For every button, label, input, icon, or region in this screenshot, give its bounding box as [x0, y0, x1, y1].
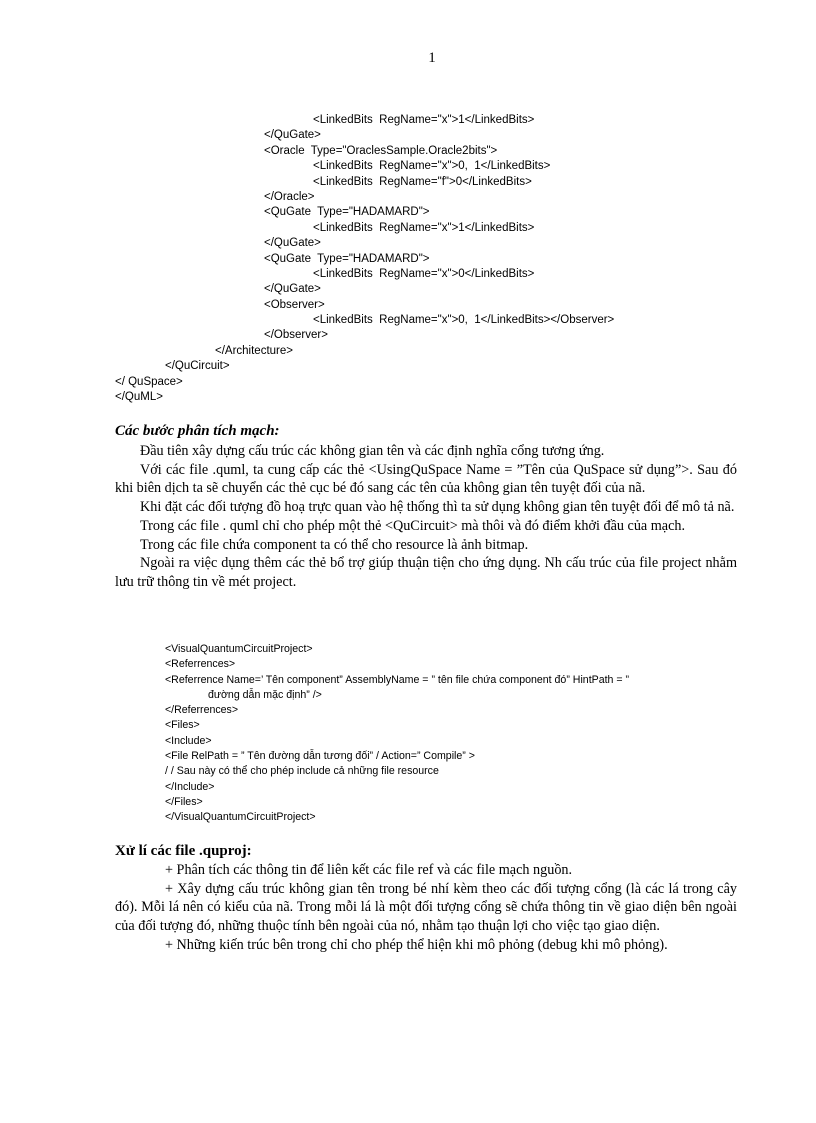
code-line: </Architecture>: [215, 344, 293, 357]
section-quproj-body: [115, 861, 737, 955]
paragraph: Khi đặt các đối tượng đồ hoạ trực quan vào hệ thống thì ta sử dụng không gian tên tuyệt đối để mô tả nã.: [140, 499, 735, 516]
code-line: <Observer>: [264, 298, 325, 311]
paragraph: + Phân tích các thông tin để liên kết các file ref và các file mạch nguồn.: [165, 862, 573, 878]
code-line: </Include>: [165, 780, 215, 793]
code-line: </QuML>: [115, 391, 163, 404]
code-line: <Oracle Type="OraclesSample.Oracle2bits">: [264, 144, 498, 157]
code-line: <Referrence Name=’ Tên component” AssemblyName = ” tên file chứa component đó” HintPath = ”: [165, 673, 630, 686]
paragraph: + Xây dựng cấu trúc không gian tên trong bé nhí kèm theo các đối tượng cổng (là các lá trong cây đó). Mỗi lá nên có kiểu của nã. Trong mỗi lá là một đối tượng cổng sẽ chứa thông tin về giao diện bên ngoài của đối tượng đó, những thuộc tính bên ngoài của nó, nhằm tạo thuận lợi cho việc tạo giao diện.: [115, 880, 737, 935]
code-line: <LinkedBits RegName="x">0</LinkedBits>: [313, 267, 535, 280]
code-line: </VisualQuantumCircuitProject>: [165, 811, 316, 824]
code-line: </QuCircuit>: [165, 360, 230, 373]
paragraph: Trong các file . quml chỉ cho phép một thẻ <QuCircuit> mà thôi và đó điểm khởi đầu của mạch.: [140, 517, 686, 534]
code-line: <LinkedBits RegName="x">1</LinkedBits>: [313, 221, 535, 234]
code-line: <Include>: [165, 734, 212, 747]
project-code-block: [165, 642, 745, 826]
paragraph: Với các file .quml, ta cung cấp các thẻ <UsingQuSpace Name = ”Tên của QuSpace sử dụng”>. Sau đó khi biên dịch ta sẽ chuyển các thẻ cục bé đó sang các tên của không gian tên tuyệt đối của nã.: [115, 461, 737, 497]
code-line: <VisualQuantumCircuitProject>: [165, 643, 313, 655]
code-line: đường dẫn mặc định” />: [208, 688, 322, 701]
code-line: </Oracle>: [264, 190, 315, 203]
xml-code-block: [0, 113, 614, 405]
code-line: <LinkedBits RegName="x">1</LinkedBits>: [313, 114, 535, 126]
code-line: <QuGate Type="HADAMARD">: [264, 252, 430, 265]
paragraph: + Những kiến trúc bên trong chỉ cho phép thể hiện khi mô phỏng (debug khi mô phỏng).: [165, 936, 668, 953]
code-line: <LinkedBits RegName="f">0</LinkedBits>: [313, 175, 532, 188]
code-line: </Observer>: [264, 329, 328, 342]
code-line: <Referrences>: [165, 658, 236, 671]
code-line: <QuGate Type="HADAMARD">: [264, 206, 430, 219]
code-line: </Referrences>: [165, 704, 239, 717]
code-line: <LinkedBits RegName="x">0, 1</LinkedBits></Observer>: [313, 314, 615, 327]
code-line: </QuGate>: [264, 129, 321, 142]
code-line: <File RelPath = ” Tên đường dẫn tương đối” / Action=” Compile” >: [165, 750, 475, 763]
code-line: </QuGate>: [264, 237, 321, 250]
code-line: </Files>: [165, 795, 203, 808]
code-line: / / Sau này có thể cho phép include cả những file resource: [165, 765, 439, 778]
paragraph: Trong các file chứa component ta có thể cho resource là ảnh bitmap.: [140, 536, 529, 553]
code-line: </QuGate>: [264, 283, 321, 296]
section-circuit-analysis-body: [115, 442, 737, 592]
section-title-quproj: Xử lí các file .quproj:: [115, 843, 252, 859]
paragraph: Đầu tiên xây dựng cấu trúc các không gian tên và các định nghĩa cổng tương ứng.: [140, 443, 605, 459]
paragraph: Ngoài ra việc dụng thêm các thẻ bổ trợ giúp thuận tiện cho ứng dụng. Nh cấu trúc của file project nhằm lưu trữ thông tin về mét project.: [115, 555, 737, 590]
section-title-circuit-analysis: Các bước phân tích mạch:: [115, 423, 280, 439]
code-line: <LinkedBits RegName="x">0, 1</LinkedBits>: [313, 160, 551, 173]
code-line: <Files>: [165, 719, 200, 732]
page-number: 1: [428, 50, 436, 66]
code-line: </ QuSpace>: [115, 375, 183, 388]
